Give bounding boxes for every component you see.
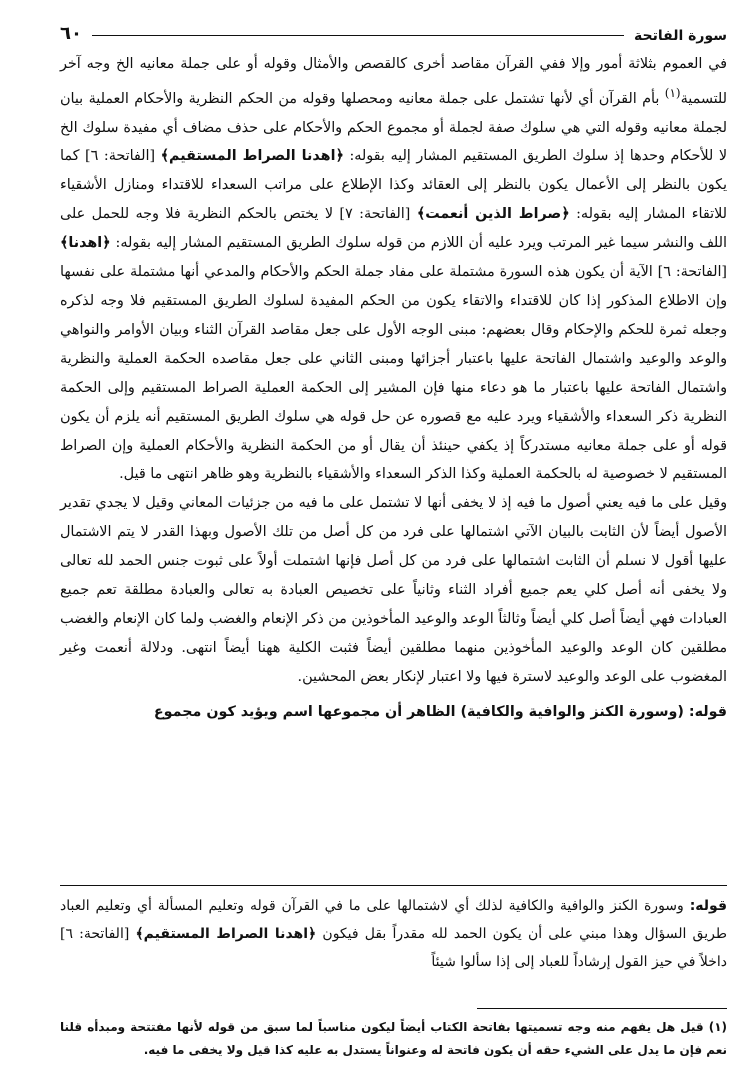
quran-verse: ﴿صراط الذين أنعمت﴾ (416, 206, 570, 223)
secondary-commentary (60, 892, 727, 976)
page-number: ٦٠ (60, 23, 82, 44)
page-header (60, 10, 727, 46)
main-text-segment: [الفاتحة: ٧] لا يختص بالحكم النظرية فلا وجه للحمل على اللف والنشر سيما غير المرتب ويرد عليه أن اللازم من قوله سلوك الطريق المستقيم المشار إليه بقوله: (60, 206, 727, 252)
quran-verse: ﴿اهدنا﴾ (60, 235, 111, 252)
header-rule (92, 35, 624, 36)
main-commentary (60, 50, 727, 727)
main-paragraph-3 (60, 698, 727, 727)
qawl-heading: قوله: (وسورة الكنز والوافية والكافية) الظاهر أن مجموعها اسم ويؤيد كون مجموع (153, 703, 727, 720)
footnote-reference: (١) (664, 85, 681, 100)
footnote-marker: (١) (708, 1020, 727, 1034)
main-text-segment: [الفاتحة: ٦] الآية أن يكون هذه السورة مشتملة على مفاد جملة الحكم والأحكام والمدعي أنها مشتملة على نفسها وإن الاطلاع المذكور إذا كان للاقتداء والاتقاء يكون من الحكم المفيدة لسلوك الطريق المستقيم فلا وجه لذكره وجعله ثمرة للحكم والإحكام وقال بعضهم: مبنى الوجه الأول على جعل مقاصد القرآن الثناء وبيان الأوامر والنواهي والوعد والوعيد واشتمال الفاتحة عليها باعتبار أجزائها ومبنى الثاني على جعل مقاصده الحكمة العملية والنظرية واشتمال الفاتحة عليها باعتبار ما هو دعاء منها فإن المشير إلى الحكمة العملية الصراط المستقيم وإلى الحكمة النظرية ذكر السعداء والأشقياء ويرد عليه مع قصوره عن حل قوله هي سلوك الطريق المستقيم أنه يلزم أن يكون قوله أو على جملة معانيه مستدركاً إذ يكفي حينئذ أن يقال أو من الحكمة النظرية والأحكام العملية وإن الصراط المستقيم لا خصوصية له بالحكمة العملية وكذا الذكر السعداء والأشقياء بالنظرية وهو ظاهر انتهى ما قيل. (60, 264, 727, 483)
main-text-segment: في العموم بثلاثة أمور وإلا ففي القرآن مقاصد أخرى كالقصص والأمثال وقوله أو على جملة معانيه الخ وجه آخر للتسمية (60, 56, 727, 107)
qawl-label: قوله: (689, 898, 727, 914)
secondary-paragraph (60, 892, 727, 976)
main-text-segment: بأم القرآن أي لأنها تشتمل على جملة معانيه ومحصلها وقوله من الحكم النظرية والأحكام العملية بيان لجملة معانيه وقوله التي هي سلوك صفة لجملة أو مجموع الحكم والأحكام على حذف مضاف أي مفيدة سلوك الخ لا للأحكام وحدها إذ سلوك الطريق المستقيم المشار إليه بقوله: (60, 90, 728, 165)
footnote-text: قيل هل يفهم منه وجه تسميتها بفاتحة الكتاب أيضاً ليكون مناسباً لما سبق من قوله لأنها مفتتحة ومبدأه قلنا نعم فإن ما يدل على الشيء حقه أن يكون فاتحة له وعنواناً يستدل به عليه كذا قيل ولا يخفى ما فيه. (60, 1020, 727, 1057)
surah-title: سورة الفاتحة (634, 28, 727, 44)
commentary-divider (60, 885, 727, 886)
book-page (60, 10, 727, 1091)
footnote-paragraph (60, 1016, 727, 1062)
main-paragraph-2: وقيل على ما فيه يعني أصول ما فيه إذ لا يخفى أنها لا تشتمل على ما فيه من جزئيات المعاني وقيل لا يجدي تقدير الأصول أيضاً لأن الثابت بالبيان الآتي اشتمالها على فرد من كل أصل من تلك الأصول وبهذا القدر لا يتم الاشتمال عليها أقول لا نسلم أن الثابت اشتمالها على فرد من كل أصل فإنها اشتملت أولاً على ثبوت جنس الحمد لله تعالى ولا يخفى أنه أصل كلي يعم جميع أفراد الثناء وثانياً على تخصيص العبادة به تعالى والعبادة مطلقة تعم جميع العبادات فهي أيضاً أصل كلي أيضاً وثالثاً الوعد والوعيد المأخوذين من ذكر الإنعام والغضب ولما كان الإنعام والغضب مطلقين كان الوعد والوعيد المأخوذين منهما مطلقين أيضاً فثبت الكلية ههنا أيضاً انتهى. ودلالة أنعمت وغير المغضوب على الوعد والوعيد لاسترة فيها ولا اعتبار لإنكار بعض المحشين. (60, 495, 728, 685)
footnote-rule (477, 1008, 727, 1009)
secondary-text: وسورة الكنز والوافية والكافية لذلك أي لاشتمالها على ما في القرآن قوله وتعليم المسألة أي وتعليم العباد طريق السؤال وهذا مبني على أن يكون الحمد لله مقدراً بقل فيكون (60, 898, 727, 942)
quran-verse: ﴿اهدنا الصراط المستقيم﴾ (135, 926, 317, 942)
footnote (60, 1016, 727, 1062)
main-text-segment: [الفاتحة: ٦] كما يكون بالنظر إلى الأعمال يكون بالنظر إلى العقائد وكذا الإطلاع على مراتب السعداء للاقتداء ومنازل الأشقياء للاتقاء المشار إليه بقوله: (60, 148, 727, 223)
quran-verse: ﴿اهدنا الصراط المستقيم﴾ (160, 148, 344, 165)
main-paragraph-1 (60, 50, 727, 489)
secondary-text-tail: [الفاتحة: ٦] داخلاً في حيز القول إرشاداً للعباد إلى إذا سألوا شيئاً (60, 926, 727, 970)
